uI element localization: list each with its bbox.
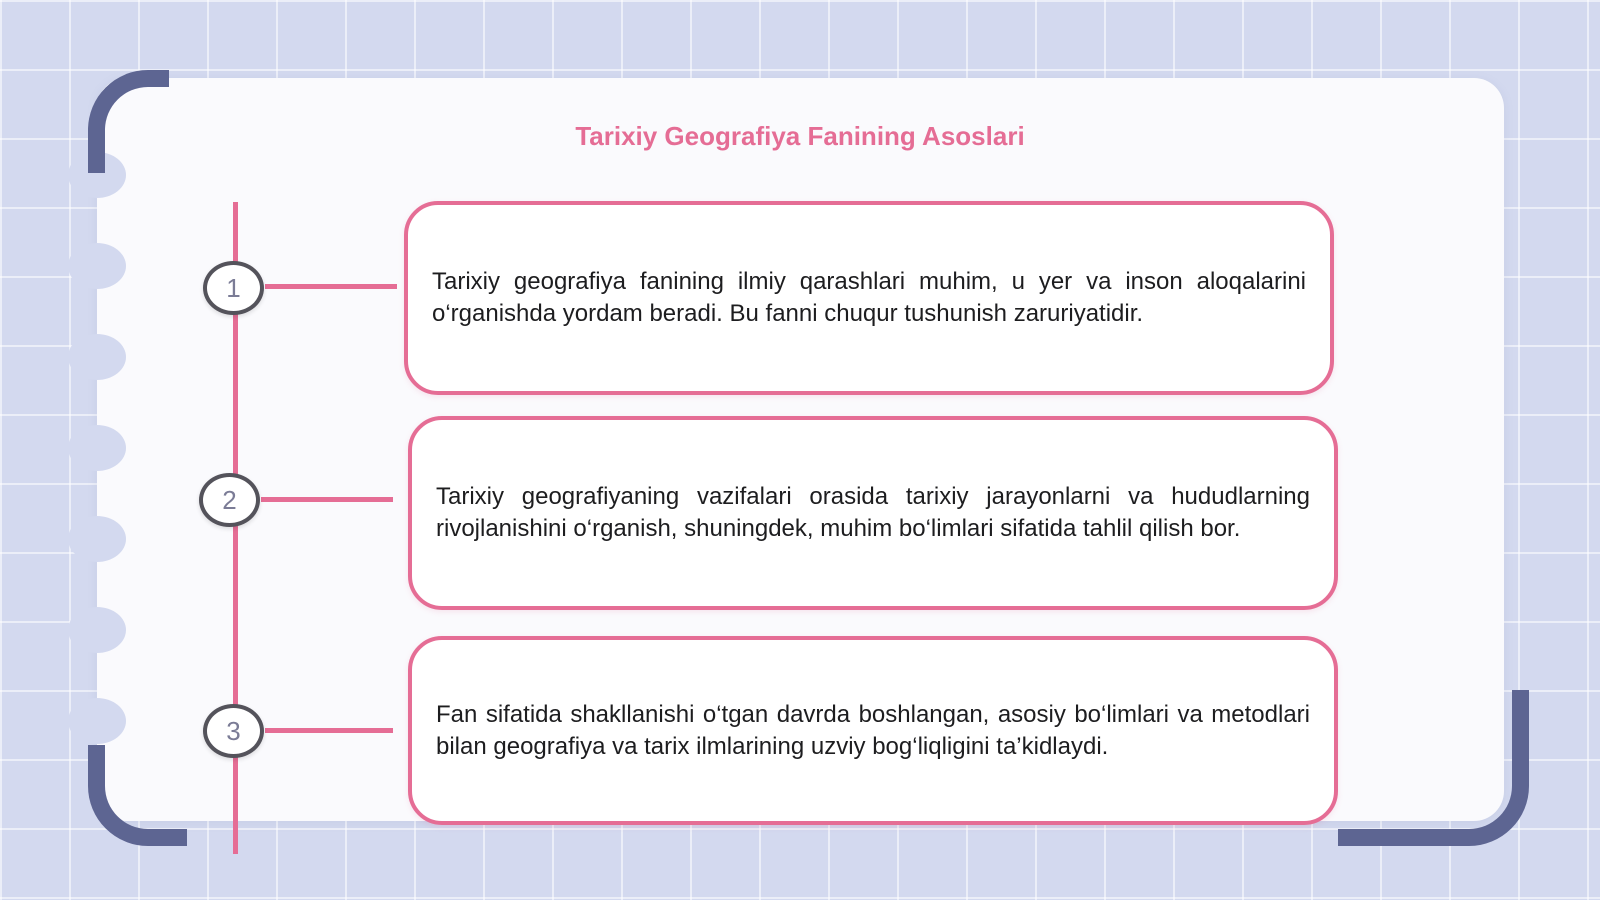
step-text-1: Tarixiy geografiya fanining ilmiy qarashlari muhim, u yer va inson aloqalarini o‘rganishda yordam beradi. Bu fanni chuqur tushunish zaruriyatidir. [432, 268, 1306, 327]
timeline-connector [265, 728, 393, 733]
notebook-hole [68, 334, 126, 380]
step-text-3: Fan sifatida shakllanishi o‘tgan davrda boshlangan, asosiy bo‘limlari va metodlari bilan geografiya va tarix ilmlarining uzviy bog‘liqligini ta’kidlaydi. [436, 700, 1310, 760]
timeline-connector [265, 284, 397, 289]
timeline-connector [261, 497, 393, 502]
notebook-hole [68, 516, 126, 562]
notebook-hole [68, 607, 126, 653]
step-text-2: Tarixiy geografiyaning vazifalari orasida tarixiy jarayonlarni va hududlarning rivojlanishini o‘rganish, shuningdek, muhim bo‘limlari sifatida tahlil qilish bor. [436, 483, 1310, 542]
step-number-1: 1 [203, 261, 264, 315]
notebook-hole [68, 698, 126, 744]
frame-corner-bottom-right [1338, 690, 1529, 846]
step-card-3 [408, 636, 1338, 825]
step-card-2 [408, 416, 1338, 610]
slide-title: Tarixiy Geografiya Fanining Asoslari [575, 121, 1025, 151]
notebook-hole [68, 243, 126, 289]
notebook-hole [68, 425, 126, 471]
frame-corner-bottom-left [88, 745, 187, 846]
step-number-3: 3 [203, 704, 264, 758]
step-card-1 [404, 201, 1334, 395]
step-number-2: 2 [199, 473, 260, 527]
